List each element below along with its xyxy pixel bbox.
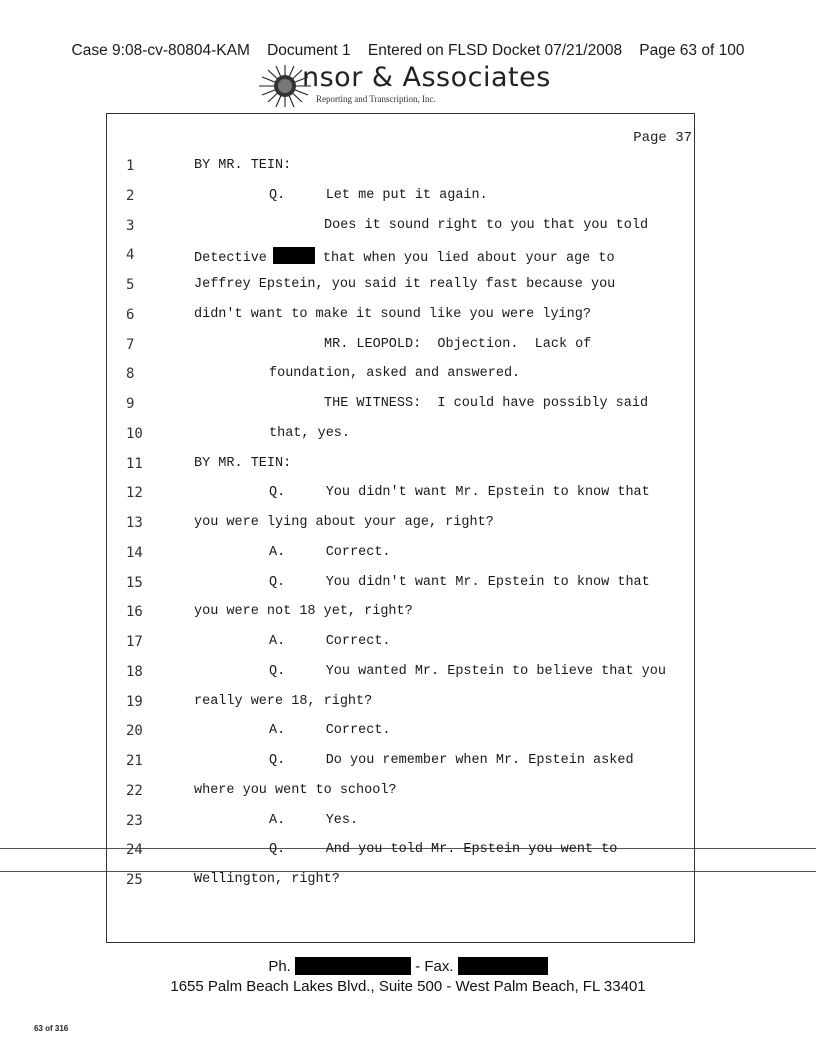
line-text: Jeffrey Epstein, you said it really fast because you: [194, 277, 616, 292]
line-number: 2: [126, 187, 135, 204]
line-number: 6: [126, 306, 135, 323]
brand-name: nsor & Associates: [302, 62, 551, 93]
line-number: 25: [126, 872, 143, 888]
line-number: 10: [126, 425, 143, 442]
transcript-line: [106, 456, 695, 486]
company-logo: [0, 62, 816, 112]
line-number: 16: [126, 604, 143, 621]
line-text: BY MR. TEIN:: [194, 158, 292, 173]
line-text: really were 18, right?: [194, 693, 373, 709]
line-text: Q. And you told Mr. Epstein you went to: [269, 842, 618, 858]
transcript-line: [106, 783, 695, 813]
line-number: 4: [126, 247, 135, 264]
line-text: BY MR. TEIN:: [194, 455, 292, 471]
line-text: A. Yes.: [269, 812, 359, 828]
line-text: didn't want to make it sound like you were lying?: [194, 306, 591, 322]
line-number: 14: [126, 544, 143, 561]
line-text: foundation, asked and answered.: [269, 366, 521, 382]
fax-redaction: [458, 957, 548, 975]
line-number: 9: [126, 396, 135, 412]
line-number: 17: [126, 634, 143, 650]
line-text: A. Correct.: [269, 544, 391, 560]
transcript-line: [106, 575, 695, 605]
fax-label: - Fax.: [415, 958, 454, 975]
line-number: 20: [126, 723, 143, 740]
line-text: Q. Let me put it again.: [269, 187, 488, 203]
transcript-line: [106, 485, 695, 515]
transcript-line: [106, 545, 695, 575]
line-number: 1: [126, 158, 135, 174]
line-number: 19: [126, 693, 143, 710]
line-text: A. Correct.: [269, 723, 391, 739]
line-text: Wellington, right?: [194, 872, 340, 887]
line-text: you were lying about your age, right?: [194, 515, 494, 530]
line-number: 18: [126, 663, 143, 680]
transcript-line: [106, 634, 695, 664]
transcript-line: [106, 337, 695, 367]
line-text-after-redaction: that when you lied about your age to: [322, 251, 615, 267]
line-text: Q. You didn't want Mr. Epstein to know that: [269, 574, 650, 590]
line-text: A. Correct.: [269, 634, 391, 649]
phone-label: Ph.: [268, 958, 291, 975]
case-header: Case 9:08-cv-80804-KAM Document 1 Entered on FLSD Docket 07/21/2008 Page 63 of 100: [71, 42, 745, 59]
phone-redaction: [295, 957, 411, 975]
transcript-line: [106, 753, 695, 783]
line-text: THE WITNESS: I could have possibly said: [324, 396, 649, 411]
transcript-line: [106, 426, 695, 456]
line-number: 3: [126, 217, 135, 234]
line-text-before-redaction: Detective: [194, 251, 267, 267]
line-text: MR. LEOPOLD: Objection. Lack of: [324, 336, 592, 352]
line-number: 15: [126, 574, 143, 591]
line-text: [194, 247, 615, 266]
line-number: 22: [126, 782, 143, 799]
line-text: Q. You didn't want Mr. Epstein to know that: [269, 485, 650, 501]
line-number: 23: [126, 812, 143, 829]
line-number: 7: [126, 336, 135, 353]
transcript-line: [106, 813, 695, 843]
line-number: 24: [126, 842, 143, 859]
transcript-line: [106, 604, 695, 634]
line-text: Q. Do you remember when Mr. Epstein asked: [269, 753, 634, 768]
line-number: 12: [126, 485, 143, 502]
transcript-line: [106, 842, 695, 872]
line-text: where you went to school?: [194, 782, 397, 798]
transcript-line: [106, 723, 695, 753]
line-text: that, yes.: [269, 425, 351, 441]
footer-contact: [0, 957, 816, 975]
transcript-line: [106, 664, 695, 694]
footer-address: 1655 Palm Beach Lakes Blvd., Suite 500 - West Palm Beach, FL 33401: [170, 978, 646, 995]
line-number: 8: [126, 366, 135, 383]
transcript-line: [106, 515, 695, 545]
line-number: 5: [126, 277, 135, 293]
line-text: Does it sound right to you that you told: [324, 217, 649, 233]
transcript-line: [106, 307, 695, 337]
page-counter: 63 of 316: [34, 1024, 69, 1033]
transcript-line: [106, 218, 695, 248]
transcript-line: [106, 396, 695, 426]
line-number: 13: [126, 515, 143, 531]
transcript-line: [106, 694, 695, 724]
transcript-line: [106, 872, 695, 902]
transcript-line: [106, 277, 695, 307]
transcript-line: [106, 158, 695, 188]
line-number: 21: [126, 753, 143, 769]
line-text: Q. You wanted Mr. Epstein to believe that you: [269, 663, 666, 679]
brand-tagline: Reporting and Transcription, Inc.: [316, 94, 436, 104]
transcript-line: [106, 188, 695, 218]
transcript-line: [106, 247, 695, 277]
name-redaction: [273, 247, 315, 264]
transcript-page-label: Page 37: [633, 130, 692, 146]
line-number: 11: [126, 455, 143, 472]
line-text: you were not 18 yet, right?: [194, 604, 413, 620]
transcript-line: [106, 366, 695, 396]
